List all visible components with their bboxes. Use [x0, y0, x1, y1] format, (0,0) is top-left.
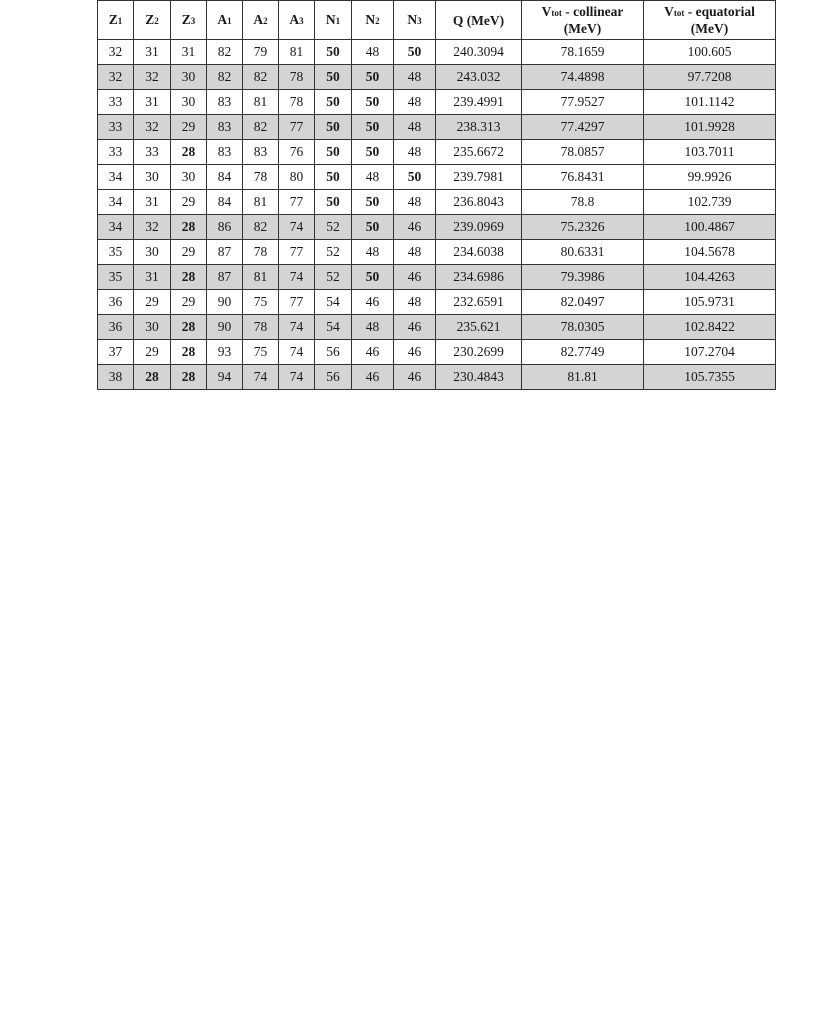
table-cell: 56: [315, 340, 352, 365]
table-cell: 83: [207, 140, 243, 165]
table-cell: 74: [279, 265, 315, 290]
table-cell: 33: [134, 140, 171, 165]
table-cell: 50: [352, 115, 394, 140]
table-cell: 77: [279, 115, 315, 140]
table-cell: 100.4867: [644, 215, 776, 240]
table-cell: 48: [394, 90, 436, 115]
table-cell: 234.6986: [436, 265, 522, 290]
table-cell: 82: [243, 115, 279, 140]
table-cell: 74: [279, 315, 315, 340]
table-cell: 82: [243, 215, 279, 240]
table-cell: 46: [352, 365, 394, 390]
table-row: [98, 40, 776, 65]
table-cell: 30: [171, 90, 207, 115]
table-cell: 75.2326: [522, 215, 644, 240]
table-cell: 35: [98, 265, 134, 290]
header-z3: Z3: [171, 1, 207, 40]
table-cell: 80: [279, 165, 315, 190]
table-cell: 46: [394, 365, 436, 390]
table-cell: 78: [279, 65, 315, 90]
table-cell: 32: [134, 115, 171, 140]
table-cell: 46: [394, 315, 436, 340]
table-row: [98, 115, 776, 140]
table-cell: 48: [394, 115, 436, 140]
table-cell: 76: [279, 140, 315, 165]
table-cell: 48: [352, 240, 394, 265]
table-cell: 87: [207, 240, 243, 265]
table-cell: 230.2699: [436, 340, 522, 365]
table-cell: 97.7208: [644, 65, 776, 90]
table-row: [98, 190, 776, 215]
table-cell: 81: [243, 90, 279, 115]
table-cell: 84: [207, 165, 243, 190]
table-cell: 235.6672: [436, 140, 522, 165]
table-cell: 81: [243, 190, 279, 215]
table-cell: 74: [243, 365, 279, 390]
table-cell: 77: [279, 240, 315, 265]
table-cell: 104.4263: [644, 265, 776, 290]
table-cell: 50: [352, 65, 394, 90]
table-cell: 80.6331: [522, 240, 644, 265]
header-a3: A3: [279, 1, 315, 40]
table-cell: 84: [207, 190, 243, 215]
table-cell: 77.4297: [522, 115, 644, 140]
table-cell: 102.8422: [644, 315, 776, 340]
table-cell: 94: [207, 365, 243, 390]
table-cell: 81: [279, 40, 315, 65]
table-cell: 28: [171, 315, 207, 340]
table-row: [98, 215, 776, 240]
table-cell: 48: [394, 140, 436, 165]
table-cell: 79.3986: [522, 265, 644, 290]
table-cell: 29: [171, 190, 207, 215]
table-cell: 104.5678: [644, 240, 776, 265]
table-row: [98, 65, 776, 90]
table-cell: 239.4991: [436, 90, 522, 115]
table-cell: 29: [134, 340, 171, 365]
table-cell: 33: [98, 90, 134, 115]
table-cell: 30: [134, 240, 171, 265]
table-cell: 46: [352, 340, 394, 365]
table-row: [98, 90, 776, 115]
table-cell: 50: [352, 90, 394, 115]
table-cell: 82.7749: [522, 340, 644, 365]
table-cell: 78: [243, 240, 279, 265]
table-cell: 32: [98, 65, 134, 90]
table-cell: 105.9731: [644, 290, 776, 315]
table-row: [98, 140, 776, 165]
table-cell: 74: [279, 340, 315, 365]
table-cell: 50: [352, 140, 394, 165]
table-cell: 101.1142: [644, 90, 776, 115]
table-cell: 103.7011: [644, 140, 776, 165]
table-cell: 240.3094: [436, 40, 522, 65]
table-cell: 48: [352, 40, 394, 65]
table-cell: 82: [207, 40, 243, 65]
header-n3: N3: [394, 1, 436, 40]
table-cell: 52: [315, 265, 352, 290]
table-cell: 78.0857: [522, 140, 644, 165]
table-cell: 90: [207, 315, 243, 340]
table-cell: 30: [171, 165, 207, 190]
header-a2: A2: [243, 1, 279, 40]
table-cell: 46: [394, 340, 436, 365]
table-cell: 31: [134, 90, 171, 115]
table-row: [98, 240, 776, 265]
table-cell: 239.0969: [436, 215, 522, 240]
table-cell: 232.6591: [436, 290, 522, 315]
table-cell: 236.8043: [436, 190, 522, 215]
header-a1: A1: [207, 1, 243, 40]
table-cell: 105.7355: [644, 365, 776, 390]
table-cell: 56: [315, 365, 352, 390]
table-cell: 83: [207, 115, 243, 140]
table-cell: 102.739: [644, 190, 776, 215]
table-cell: 50: [315, 90, 352, 115]
table-cell: 78.0305: [522, 315, 644, 340]
table-cell: 30: [134, 315, 171, 340]
table-cell: 48: [394, 290, 436, 315]
table-cell: 33: [98, 140, 134, 165]
table-cell: 37: [98, 340, 134, 365]
table-cell: 48: [352, 165, 394, 190]
table-cell: 50: [315, 190, 352, 215]
table-cell: 32: [98, 40, 134, 65]
table-cell: 36: [98, 315, 134, 340]
table-cell: 28: [171, 365, 207, 390]
table-cell: 50: [315, 115, 352, 140]
table-cell: 86: [207, 215, 243, 240]
table-cell: 83: [207, 90, 243, 115]
table-cell: 81.81: [522, 365, 644, 390]
table-cell: 74: [279, 365, 315, 390]
table-cell: 29: [134, 290, 171, 315]
table-cell: 28: [171, 215, 207, 240]
table-cell: 48: [352, 315, 394, 340]
table-body: [98, 40, 776, 390]
table-cell: 76.8431: [522, 165, 644, 190]
table-row: [98, 290, 776, 315]
table-cell: 54: [315, 290, 352, 315]
table-cell: 34: [98, 165, 134, 190]
table-cell: 38: [98, 365, 134, 390]
table-cell: 30: [171, 65, 207, 90]
table-cell: 90: [207, 290, 243, 315]
table-cell: 31: [134, 190, 171, 215]
table-cell: 34: [98, 190, 134, 215]
table-cell: 239.7981: [436, 165, 522, 190]
table-cell: 46: [352, 290, 394, 315]
table-cell: 46: [394, 215, 436, 240]
table-cell: 32: [134, 215, 171, 240]
table-row: [98, 315, 776, 340]
table-cell: 230.4843: [436, 365, 522, 390]
table-header-row: [98, 1, 776, 40]
table-cell: 78: [279, 90, 315, 115]
table-cell: 93: [207, 340, 243, 365]
table-cell: 50: [352, 190, 394, 215]
table-cell: 28: [171, 140, 207, 165]
table-cell: 52: [315, 240, 352, 265]
fission-data-table: [97, 0, 776, 390]
table-cell: 34: [98, 215, 134, 240]
table-cell: 99.9926: [644, 165, 776, 190]
table-cell: 31: [171, 40, 207, 65]
table-cell: 50: [394, 165, 436, 190]
header-n2: N2: [352, 1, 394, 40]
table-cell: 52: [315, 215, 352, 240]
table-cell: 78: [243, 315, 279, 340]
table-cell: 28: [171, 265, 207, 290]
table-cell: 32: [134, 65, 171, 90]
header-z1: Z1: [98, 1, 134, 40]
table-cell: 54: [315, 315, 352, 340]
table-cell: 243.032: [436, 65, 522, 90]
table-cell: 87: [207, 265, 243, 290]
table-cell: 50: [352, 215, 394, 240]
table-cell: 78.1659: [522, 40, 644, 65]
table-cell: 50: [315, 165, 352, 190]
table-cell: 238.313: [436, 115, 522, 140]
table-cell: 50: [315, 40, 352, 65]
table-cell: 79: [243, 40, 279, 65]
table-cell: 78: [243, 165, 279, 190]
table-cell: 100.605: [644, 40, 776, 65]
table-cell: 78.8: [522, 190, 644, 215]
table-cell: 77: [279, 290, 315, 315]
table-cell: 234.6038: [436, 240, 522, 265]
table-cell: 36: [98, 290, 134, 315]
table-cell: 75: [243, 290, 279, 315]
table-cell: 77.9527: [522, 90, 644, 115]
table-cell: 30: [134, 165, 171, 190]
table-cell: 29: [171, 115, 207, 140]
header-q: Q (MeV): [436, 1, 522, 40]
table-row: [98, 365, 776, 390]
table-cell: 33: [98, 115, 134, 140]
table-cell: 28: [171, 340, 207, 365]
table-row: [98, 340, 776, 365]
table-cell: 29: [171, 290, 207, 315]
table-cell: 50: [315, 65, 352, 90]
table-cell: 82: [243, 65, 279, 90]
table-row: [98, 165, 776, 190]
table-cell: 75: [243, 340, 279, 365]
table-cell: 50: [352, 265, 394, 290]
table-cell: 31: [134, 40, 171, 65]
table-cell: 82: [207, 65, 243, 90]
table-cell: 77: [279, 190, 315, 215]
table-cell: 48: [394, 190, 436, 215]
table-cell: 48: [394, 65, 436, 90]
table-cell: 46: [394, 265, 436, 290]
header-n1: N1: [315, 1, 352, 40]
table-cell: 48: [394, 240, 436, 265]
table-cell: 74.4898: [522, 65, 644, 90]
table-cell: 101.9928: [644, 115, 776, 140]
table-row: [98, 265, 776, 290]
header-vtot-equatorial: Vtot - equatorial (MeV): [644, 1, 776, 40]
header-z2: Z2: [134, 1, 171, 40]
table-cell: 35: [98, 240, 134, 265]
table-cell: 50: [315, 140, 352, 165]
table-cell: 28: [134, 365, 171, 390]
table-cell: 81: [243, 265, 279, 290]
table-cell: 31: [134, 265, 171, 290]
header-vtot-collinear: Vtot - collinear (MeV): [522, 1, 644, 40]
table-cell: 107.2704: [644, 340, 776, 365]
table-cell: 83: [243, 140, 279, 165]
table-cell: 29: [171, 240, 207, 265]
table-cell: 74: [279, 215, 315, 240]
table-cell: 82.0497: [522, 290, 644, 315]
table-cell: 235.621: [436, 315, 522, 340]
table-cell: 50: [394, 40, 436, 65]
